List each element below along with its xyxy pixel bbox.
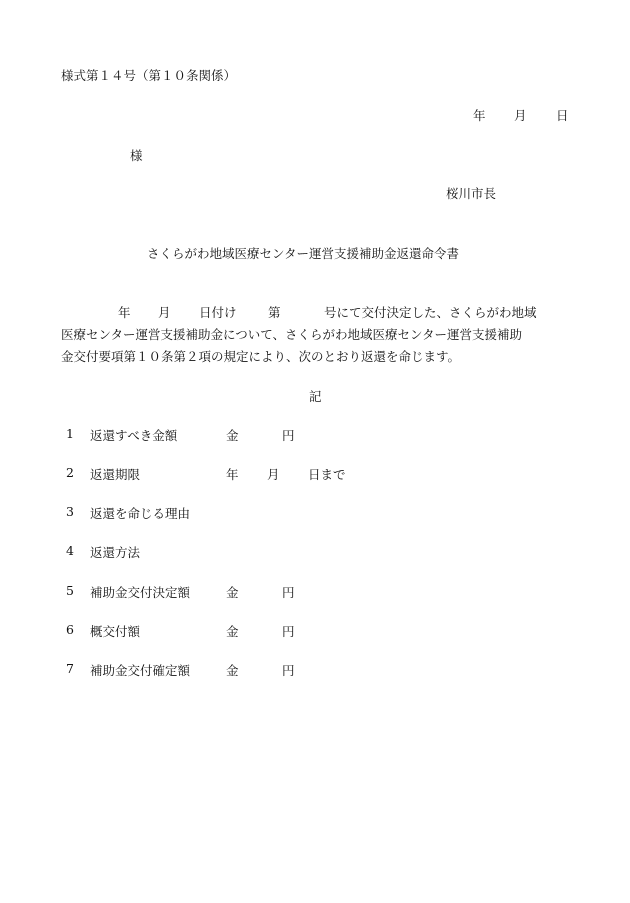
list-item [0,504,630,522]
body-month-label: 月 [158,305,171,320]
issuer: 桜川市長 [446,186,497,201]
list-item [0,426,630,444]
body-line3: 金交付要項第１０条第２項の規定により、次のとおり返還を命じます。 [61,349,461,364]
date-month-label: 月 [514,108,527,123]
item-label: 補助金交付確定額 [90,663,191,678]
body-dai-label: 第 [268,305,281,320]
item-label: 返還方法 [90,545,141,560]
item-label: 返還期限 [90,467,141,482]
body-year-label: 年 [118,305,131,320]
list-item [0,583,630,601]
item-label: 概交付額 [90,624,141,639]
list-item [0,622,630,640]
item-month-label: 月 [267,467,280,482]
item-number: 7 [66,661,74,676]
addressee-suffix: 様 [130,148,143,163]
item-kin: 金 [226,663,239,678]
item-number: 6 [66,622,74,637]
item-label: 返還を命じる理由 [90,506,191,521]
item-number: 5 [66,583,74,598]
item-kin: 金 [226,428,239,443]
list-item [0,465,630,483]
item-day-label: 日まで [308,467,346,482]
item-year-label: 年 [226,467,239,482]
item-number: 4 [66,543,74,558]
form-number: 様式第１４号（第１０条関係） [61,68,237,83]
item-kin: 金 [226,585,239,600]
date-day-label: 日 [556,108,569,123]
ki-label: 記 [309,389,322,404]
body-line2: 医療センター運営支援補助金について、さくらがわ地域医療センター運営支援補助 [61,327,523,342]
date-year-label: 年 [473,108,486,123]
item-number: 2 [66,465,74,480]
item-number: 1 [66,426,74,441]
body-day-label: 日付け [199,305,237,320]
item-yen: 円 [282,428,295,443]
document-title: さくらがわ地域医療センター運営支援補助金返還命令書 [147,246,460,261]
list-item [0,661,630,679]
item-label: 返還すべき金額 [90,428,178,443]
item-yen: 円 [282,585,295,600]
item-yen: 円 [282,663,295,678]
item-kin: 金 [226,624,239,639]
item-number: 3 [66,504,74,519]
item-label: 補助金交付決定額 [90,585,191,600]
item-yen: 円 [282,624,295,639]
body-line1: 号にて交付決定した、さくらがわ地域 [324,305,537,320]
list-item [0,543,630,561]
